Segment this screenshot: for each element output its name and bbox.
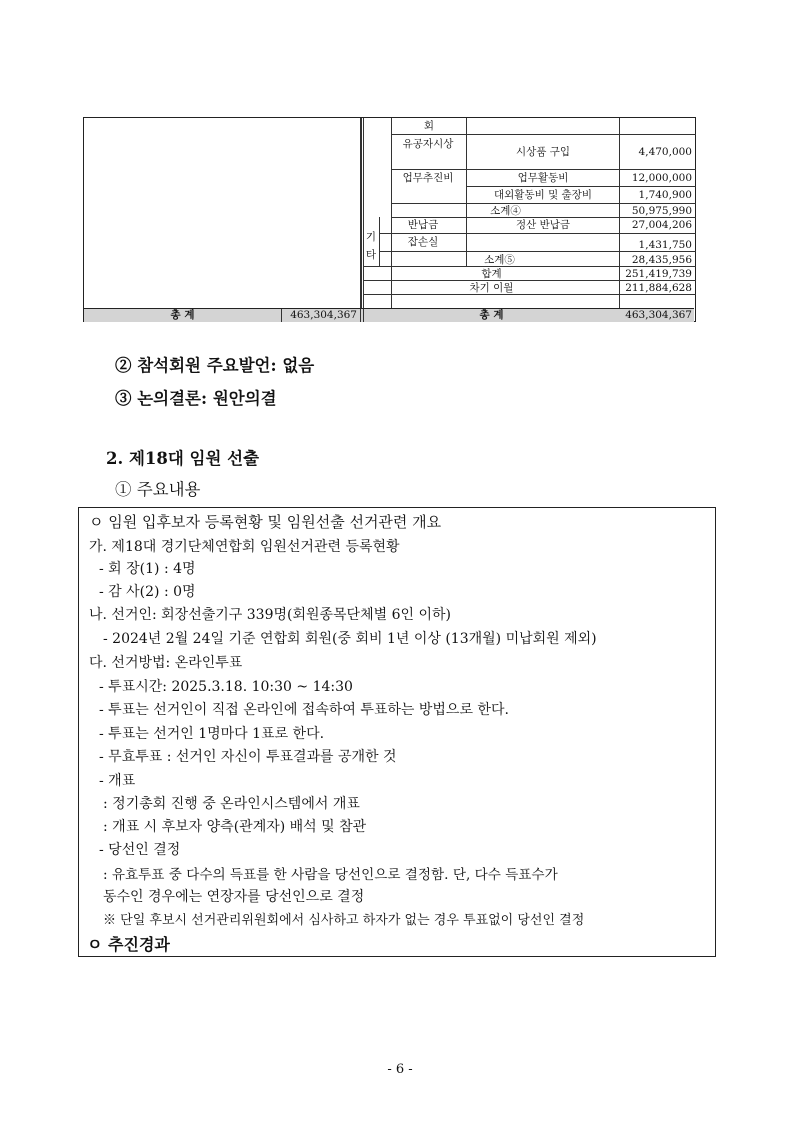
promo1-item: 업무활동비 [517, 172, 569, 184]
subtotal5-label: 소계⑤ [484, 254, 515, 266]
overview-line: 다. 선거방법: 온라인투표 [89, 655, 243, 671]
overview-line: - 개표 [99, 773, 136, 789]
award-amount: 4,470,000 [638, 146, 692, 158]
overview-line: - 투표는 선거인 1명마다 1표로 한다. [99, 726, 325, 742]
overview-line: - 투표는 선거인이 직접 온라인에 접속하여 투표하는 방법으로 한다. [99, 702, 509, 718]
page-number: - 6 - [387, 1062, 413, 1077]
award-item: 시상품 구입 [515, 146, 571, 158]
remark-item-3: ③ 논의결론: 원안의결 [115, 389, 277, 408]
total-right-label: 총 계 [479, 309, 504, 321]
overview-line: - 회 장(1) : 4명 [99, 561, 196, 577]
overview-line: : 개표 시 후보자 양측(관계자) 배석 및 참관 [103, 819, 367, 835]
refund-amount: 27,004,206 [631, 219, 692, 231]
overview-line: : 정기총회 진행 중 온라인시스템에서 개표 [103, 796, 360, 812]
overview-line: 나. 선거인: 회장선출기구 339명(회원종목단체별 6인 이하) [89, 607, 451, 623]
section-2-title: 2. 제18대 임원 선출 [106, 449, 260, 468]
overview-line: - 투표시간: 2025.3.18. 10:30 ~ 14:30 [99, 679, 353, 695]
overview-line: - 무효투표 : 선거인 자신이 투표결과를 공개한 것 [99, 749, 397, 765]
subtotal4-amount: 50,975,990 [631, 205, 692, 217]
promo-category: 업무추진비 [402, 172, 454, 184]
total-right-amount: 463,304,367 [625, 309, 692, 321]
carry-label: 차기 이월 [469, 282, 514, 294]
misc-category: 잡손실 [407, 236, 439, 248]
election-overview-box [78, 507, 716, 957]
overview-line: - 감 사(2) : 0명 [99, 584, 196, 600]
award-category: 유공자시상 [402, 138, 454, 150]
overview-line: ㅇ 임원 입후보자 등록현황 및 임원선출 선거관련 개요 [89, 513, 442, 531]
promo2-amount: 1,740,900 [638, 189, 692, 201]
overview-line: 동수인 경우에는 연장자를 당선인으로 결정 [103, 889, 365, 905]
budget-table [83, 117, 696, 322]
refund-category: 반납금 [407, 219, 439, 231]
overview-line: - 당선인 결정 [99, 842, 181, 858]
overview-line: - 2024년 2월 24일 기준 연합회 회원(중 회비 1년 이상 (13개월) 미납회원 제외) [103, 631, 597, 647]
section-2-subtitle: ① 주요내용 [115, 480, 201, 499]
overview-progress-heading: ㅇ 추진경과 [87, 935, 170, 954]
overview-line: : 유효투표 중 다수의 득표를 한 사람을 당선인으로 결정함. 단, 다수 득표수가 [103, 867, 558, 883]
refund-item: 정산 반납금 [515, 219, 571, 231]
row-hoe: 회 [423, 120, 435, 132]
total-left-label: 총 계 [170, 309, 195, 321]
other-category: 기타 [365, 231, 377, 261]
promo2-item: 대외활동비 및 출장비 [494, 189, 592, 201]
total-row [84, 308, 694, 322]
sum-label: 합계 [481, 268, 502, 280]
overview-line: 가. 제18대 경기단체연합회 임원선거관련 등록현황 [89, 539, 400, 555]
sum-amount: 251,419,739 [625, 268, 692, 280]
promo1-amount: 12,000,000 [631, 172, 692, 184]
subtotal4-label: 소계④ [490, 205, 521, 217]
total-left-amount: 463,304,367 [290, 309, 357, 321]
carry-amount: 211,884,628 [625, 282, 692, 294]
remark-item-2: ② 참석회원 주요발언: 없음 [115, 356, 315, 375]
overview-note: ※ 단일 후보시 선거관리위원회에서 심사하고 하자가 없는 경우 투표없이 당선인 결정 [103, 913, 585, 928]
subtotal5-amount: 28,435,956 [631, 254, 692, 266]
misc-amount: 1,431,750 [638, 239, 692, 251]
